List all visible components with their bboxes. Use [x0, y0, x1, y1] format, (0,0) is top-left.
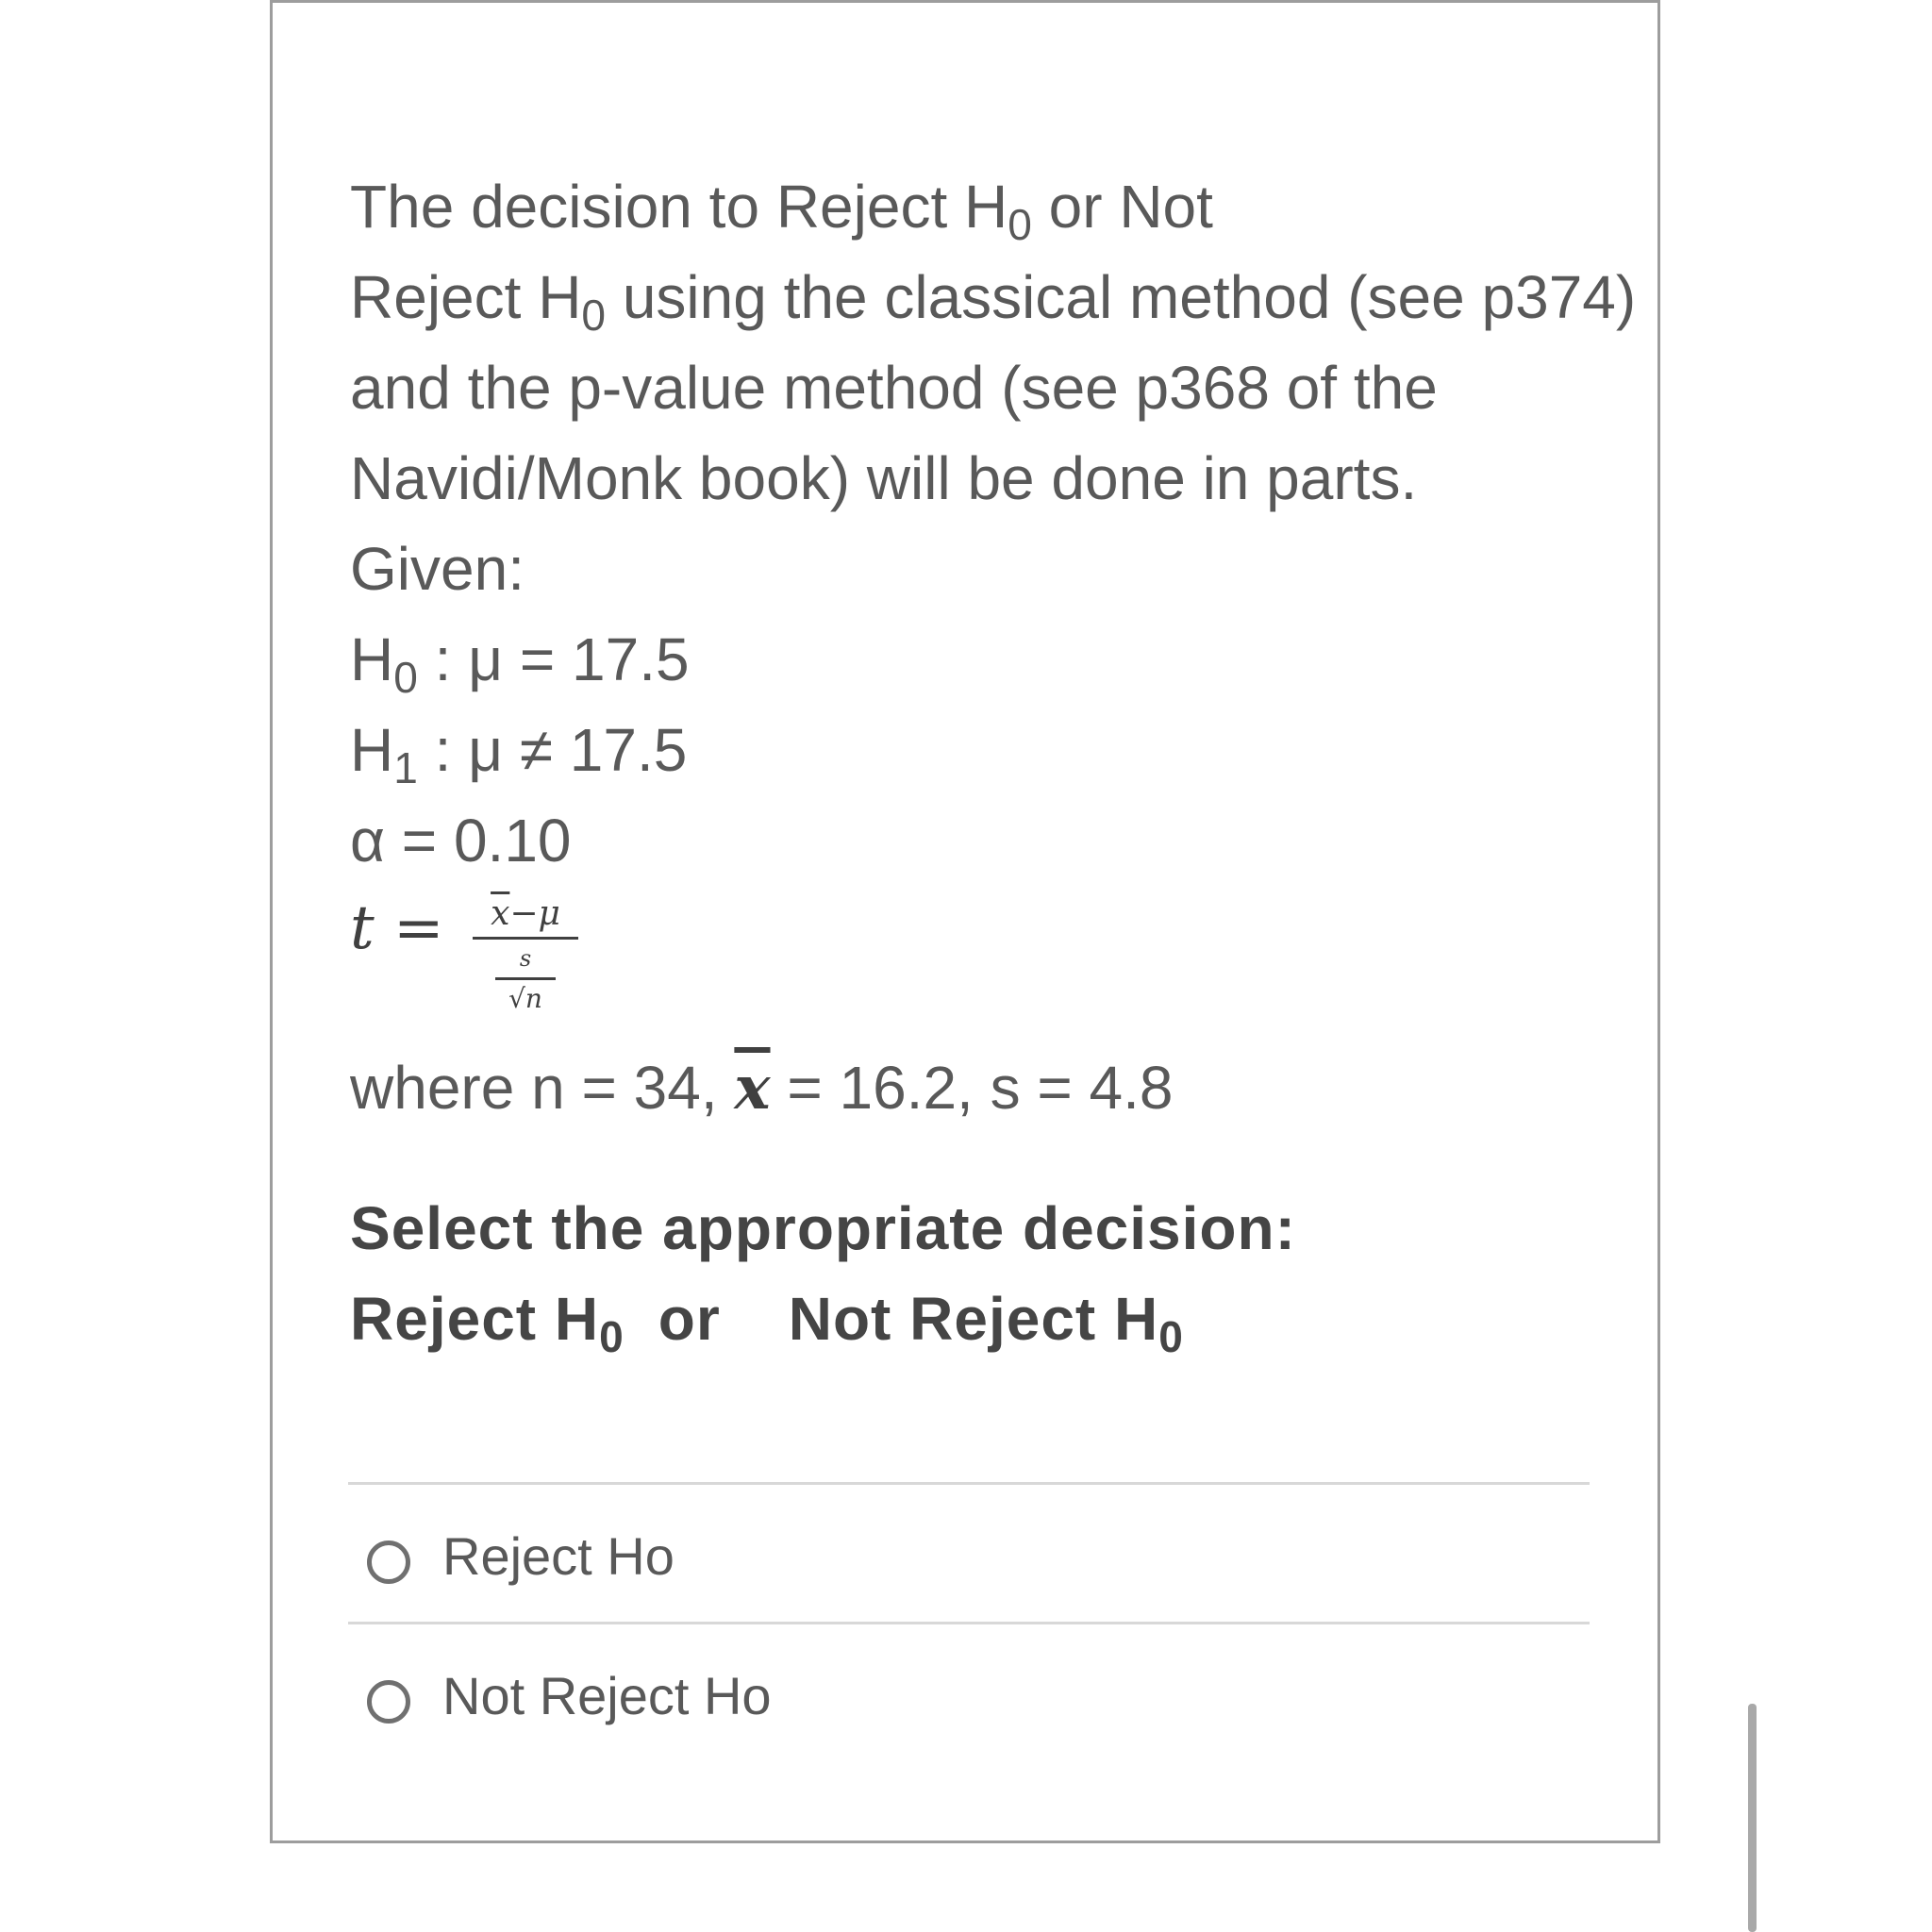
radio-button-icon[interactable]	[367, 1541, 410, 1584]
formula-fraction	[473, 895, 578, 1014]
question-card	[270, 0, 1660, 1843]
inner-fraction-bar	[495, 977, 556, 980]
alpha-level: α = 0.10	[350, 807, 572, 874]
formula-denominator-n: √n	[508, 983, 542, 1014]
given-label: Given:	[350, 535, 525, 603]
select-block	[350, 1183, 1595, 1364]
formula-lhs: t	[350, 893, 375, 963]
formula-denominator-s: s	[519, 945, 532, 972]
select-prompt: Select the appropriate decision:	[350, 1194, 1296, 1262]
formula-equals: =	[393, 893, 444, 963]
t-statistic-formula	[350, 893, 1595, 1042]
formula-numerator: $\overline{x}-\mu$	[491, 894, 560, 933]
intro-line-4: Navidi/Monk book) will be done in parts.	[350, 444, 1418, 512]
answer-options	[348, 1482, 1590, 1761]
alt-hypothesis: $H_1$ : μ ≠ 17.5	[350, 716, 688, 792]
null-hypothesis: $H_0$ : μ = 17.5	[350, 625, 690, 702]
option-not-reject-ho[interactable]	[348, 1622, 1590, 1761]
xbar-symbol: $\overline{x}$	[734, 1053, 771, 1124]
fraction-bar	[473, 937, 578, 940]
radio-button-icon[interactable]	[367, 1680, 410, 1724]
intro-line-1: The decision to Reject $H_0$ or Not	[350, 173, 1213, 249]
scrollbar-handle[interactable]	[1748, 1704, 1757, 1932]
intro-line-3: and the p-value method (see p368 of the	[350, 354, 1438, 422]
given-values: where n = 34, $\overline{x} = 16.2$, s = 4.8	[350, 1053, 1174, 1124]
option-label[interactable]: Reject Ho	[442, 1526, 675, 1586]
question-content	[350, 161, 1637, 1364]
option-reject-ho[interactable]	[348, 1482, 1590, 1622]
intro-line-2: Reject $H_0$ using the classical method (see p374)	[350, 263, 1637, 340]
option-label[interactable]: Not Reject Ho	[442, 1666, 772, 1725]
select-choices: Reject $H_0$ or Not Reject $H_0$	[350, 1285, 1184, 1361]
